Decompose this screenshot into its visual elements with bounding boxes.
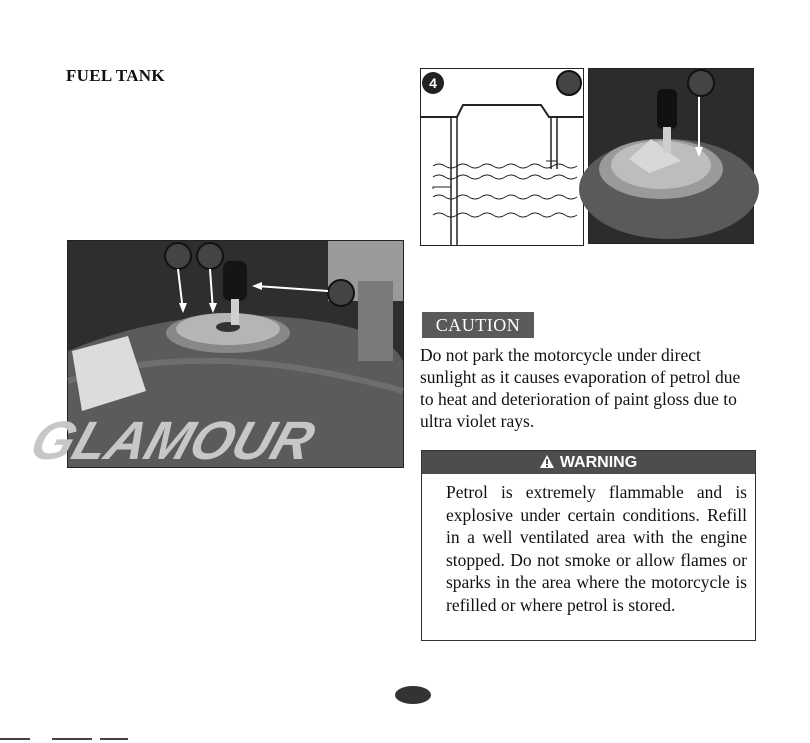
section-title: FUEL TANK	[66, 66, 165, 85]
warning-text: Petrol is extremely flammable and is explosive under certain conditions. Refill in a well ventilated area with the engine stopped. Do not smoke or allow flames or sparks in the area where the motorcycle is refilled or where petrol is stored.	[446, 482, 747, 615]
page-number-badge	[395, 686, 431, 704]
callout-3	[328, 280, 354, 306]
footer-rule	[100, 738, 128, 740]
tank-lettering: GLAMOUR	[23, 410, 322, 471]
warning-heading: WARNING	[559, 454, 638, 471]
fuel-level-diagram	[420, 68, 584, 246]
caution-label: CAUTION	[422, 312, 534, 338]
footer-rule	[52, 738, 92, 740]
warning-box	[421, 450, 756, 641]
diagram-callout-label: 4	[429, 75, 437, 91]
diagram-callout-blank	[557, 71, 581, 95]
callout-2	[197, 243, 223, 269]
caution-text: Do not park the motorcycle under direct sunlight as it causes evaporation of petrol due to heat and deterioration of paint gloss due to ultra violet rays.	[420, 345, 741, 431]
photo-callout	[688, 70, 714, 96]
fuel-tank-photo	[23, 240, 404, 471]
warning-triangle-icon	[540, 451, 554, 474]
warning-header	[422, 451, 755, 474]
fuel-tank-illustration	[23, 241, 403, 471]
footer-rule	[0, 738, 30, 740]
callout-1	[165, 243, 191, 269]
fuel-cap-photo	[588, 68, 754, 244]
